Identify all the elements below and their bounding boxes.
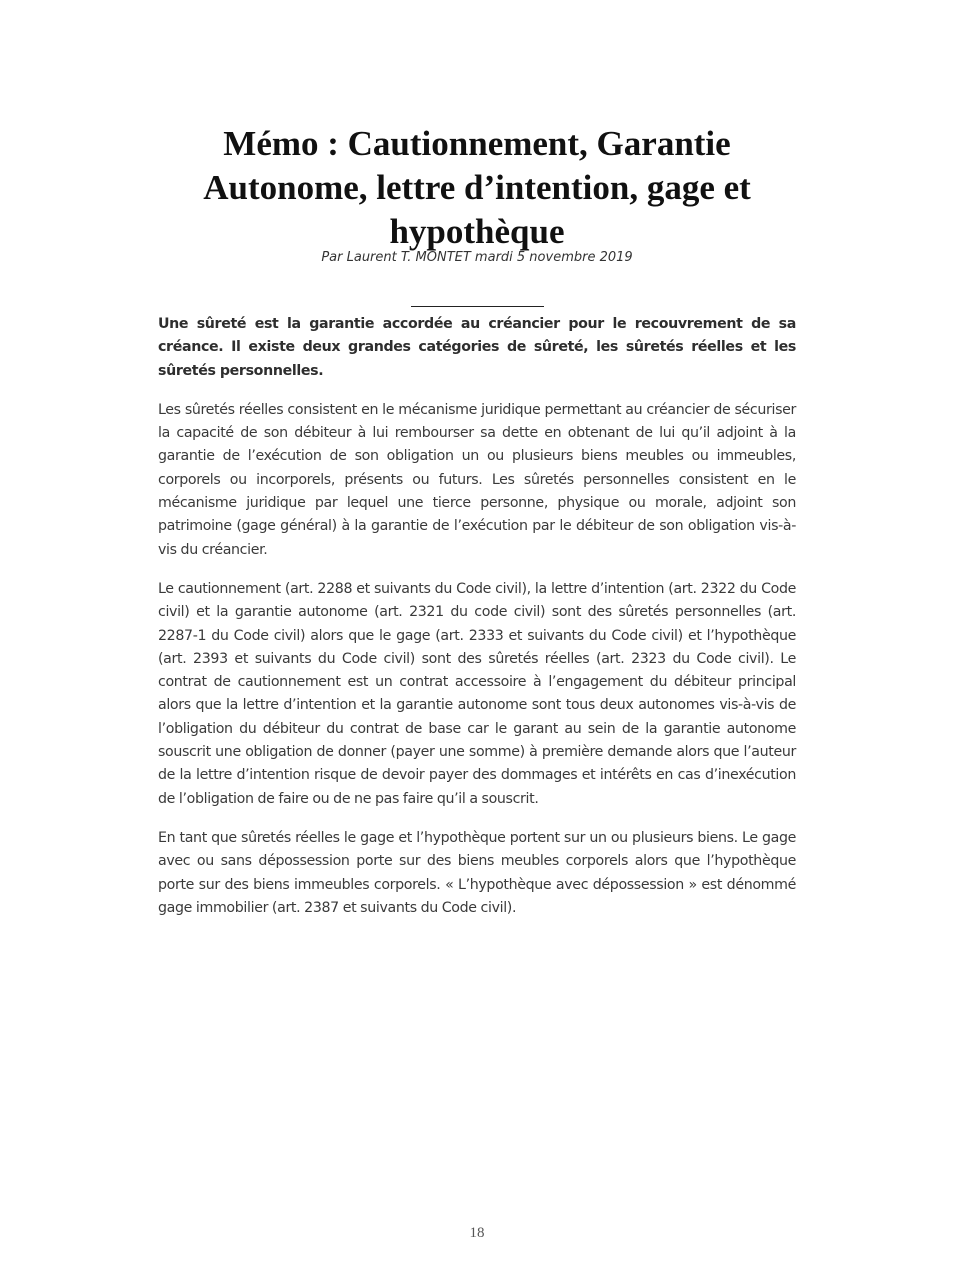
body-paragraph-gage-hypotheque: En tant que sûretés réelles le gage et l’hypothèque portent sur un ou plusieurs biens. Le gage avec ou sans dépossession porte sur des biens meubles corporels alors que l’hypothèque porte sur des biens immeubles corporels. « L’hypothèque avec dépossession » est dénommé gage immobilier (art. 2387 et suivants du Code civil). xyxy=(158,829,796,916)
author-date-byline: Par Laurent T. MONTET mardi 5 novembre 2019 xyxy=(321,250,633,265)
page-number: 18 xyxy=(469,1225,485,1241)
body-paragraph-suretes-reelles: Les sûretés réelles consistent en le mécanisme juridique permettant au créancier de sécuriser la capacité de son débiteur à lui rembourser sa dette en obtenant de lui qu’il adjoint à la garantie de l’exécution de son obligation un ou plusieurs biens meubles ou immeubles, corporels ou incorporels, présents ou futurs. Les sûretés personnelles consistent en le mécanisme juridique par lequel une tierce personne, physique ou morale, adjoint son patrimoine (gage général) à la garantie de l’exécution par le débiteur de son obligation vis-à-vis du créancier. xyxy=(158,401,796,558)
article-body xyxy=(158,313,796,936)
intro-paragraph: Une sûreté est la garantie accordée au créancier pour le recouvrement de sa créance. Il existe deux grandes catégories de sûreté, les sûretés réelles et les sûretés personnelles. xyxy=(158,316,796,379)
document-title: Mémo : Cautionnement, Garantie Autonome, lettre d’intention, gage et hypothèque xyxy=(203,124,751,251)
separator-rule xyxy=(411,306,544,307)
body-paragraph-cautionnement: Le cautionnement (art. 2288 et suivants du Code civil), la lettre d’intention (art. 2322 du Code civil) et la garantie autonome (art. 2321 du code civil) sont des sûretés personnelles (art. 2287-1 du Code civil) alors que le gage (art. 2333 et suivants du Code civil) et l’hypothèque (art. 2393 et suivants du Code civil) sont des sûretés réelles (art. 2323 du Code civil). Le contrat de cautionnement est un contrat accessoire à l’engagement du débiteur principal alors que la lettre d’intention et la garantie autonome sont tous deux autonomes vis-à-vis de l’obligation du débiteur du contrat de base car le garant au sein de la garantie autonome souscrit une obligation de donner (payer une somme) à première demande alors que l’auteur de la lettre d’intention risque de devoir payer des dommages et intérêts en cas d’inexécution de l’obligation de faire ou de ne pas faire qu’il a souscrit. xyxy=(158,580,796,807)
